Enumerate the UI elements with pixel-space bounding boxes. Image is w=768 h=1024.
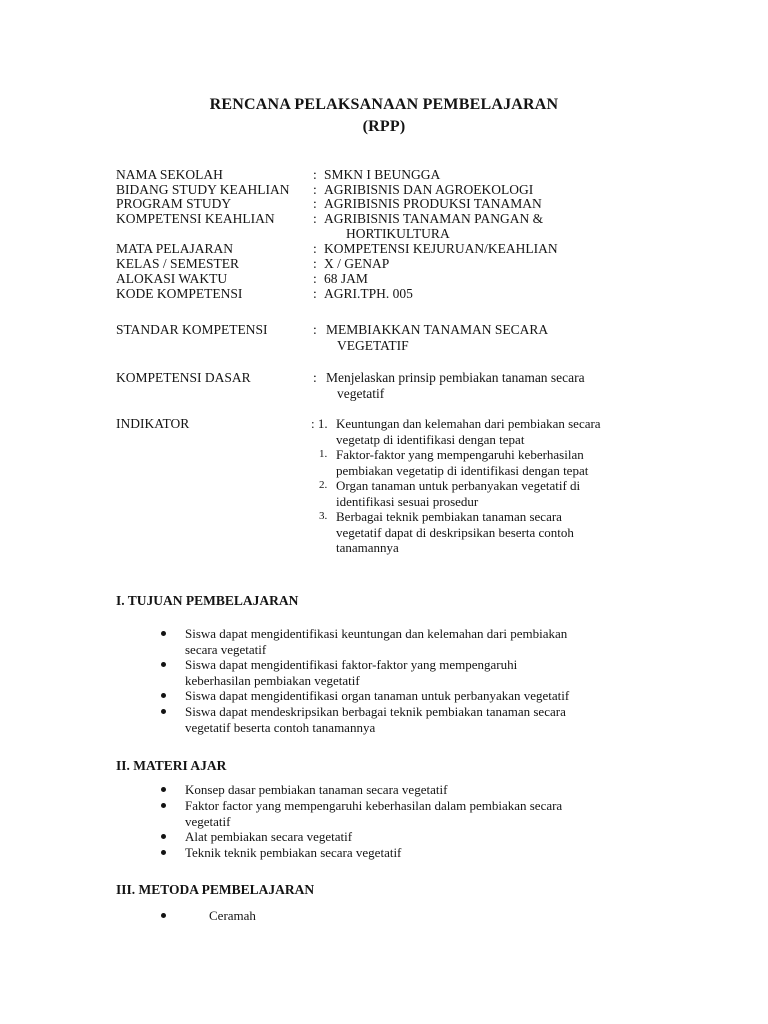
- colon: :: [313, 256, 317, 271]
- indikator-line: Berbagai teknik pembiakan tanaman secara: [336, 509, 562, 524]
- indikator-line: Organ tanaman untuk perbanyakan vegetatif di: [336, 478, 581, 493]
- identity-value: X / GENAP: [324, 256, 390, 271]
- identity-label: KOMPETENSI KEAHLIAN: [116, 211, 275, 226]
- indikator-line: pembiakan vegetatip di identifikasi dengan tepat: [336, 462, 589, 478]
- indikator-line: Faktor-faktor yang mempengaruhi keberhasilan: [336, 447, 584, 462]
- kompetensi-dasar-label: KOMPETENSI DASAR: [116, 370, 251, 385]
- document-subtitle: (RPP): [362, 118, 406, 135]
- colon: :: [313, 182, 317, 197]
- indikator-line: identifikasi sesuai prosedur: [336, 493, 479, 509]
- identity-label: BIDANG STUDY KEAHLIAN: [116, 182, 290, 197]
- document-title: RENCANA PELAKSANAAN PEMBELAJARAN: [209, 96, 559, 113]
- section-heading-materi: II. MATERI AJAR: [116, 758, 227, 773]
- standar-value: MEMBIAKKAN TANAMAN SECARA: [326, 322, 549, 337]
- identity-value: SMKN I BEUNGGA: [324, 167, 441, 182]
- indikator-text: [336, 447, 588, 478]
- colon: :: [313, 286, 317, 301]
- list-item-line: Ceramah: [209, 908, 256, 923]
- colon: :: [313, 271, 317, 286]
- standar-label: STANDAR KOMPETENSI: [116, 322, 268, 337]
- identity-value: 68 JAM: [324, 271, 368, 286]
- list-item-line: Alat pembiakan secara vegetatif: [185, 829, 353, 844]
- list-item-text: [185, 704, 566, 735]
- bullet-icon: [161, 913, 166, 918]
- identity-label: PROGRAM STUDY: [116, 196, 232, 211]
- identity-label: NAMA SEKOLAH: [116, 167, 223, 182]
- indikator-label: INDIKATOR: [116, 416, 190, 431]
- identity-value: KOMPETENSI KEJURUAN/KEAHLIAN: [324, 241, 558, 256]
- identity-label: ALOKASI WAKTU: [116, 271, 228, 286]
- list-item-line: Siswa dapat mengidentifikasi faktor-faktor yang mempengaruhi: [185, 657, 518, 672]
- list-item-line: Siswa dapat mengidentifikasi keuntungan dan kelemahan dari pembiakan: [185, 626, 568, 641]
- list-item-line: vegetatif: [185, 813, 231, 829]
- identity-label: KELAS / SEMESTER: [116, 256, 240, 271]
- list-item-text: [185, 845, 401, 861]
- bullet-icon: [161, 631, 166, 636]
- list-item-line: Siswa dapat mengidentifikasi organ tanaman untuk perbanyakan vegetatif: [185, 688, 570, 703]
- kompetensi-dasar-value: Menjelaskan prinsip pembiakan tanaman secara: [326, 370, 585, 385]
- identity-value: AGRIBISNIS PRODUKSI TANAMAN: [324, 196, 542, 211]
- section-heading-tujuan: I. TUJUAN PEMBELAJARAN: [116, 593, 299, 608]
- colon: :: [313, 241, 317, 256]
- kompetensi-dasar-value-continued: vegetatif: [337, 386, 385, 401]
- list-item-text: [185, 782, 447, 798]
- standar-value-continued: VEGETATIF: [337, 338, 409, 353]
- colon: :: [313, 322, 317, 337]
- bullet-icon: [161, 834, 166, 839]
- indikator-number: 3.: [319, 510, 328, 522]
- list-item-line: secara vegetatif: [185, 641, 267, 657]
- colon: :: [313, 196, 317, 211]
- colon: :: [313, 167, 317, 182]
- list-item-line: vegetatif beserta contoh tanamannya: [185, 719, 376, 735]
- indikator-line: vegetatif dapat di deskripsikan beserta contoh: [336, 524, 574, 540]
- colon: :: [313, 211, 317, 226]
- indikator-number: : 1.: [311, 416, 328, 431]
- indikator-line: tanamannya: [336, 540, 399, 555]
- bullet-icon: [161, 803, 166, 808]
- list-item-line: keberhasilan pembiakan vegetatif: [185, 672, 360, 688]
- bullet-icon: [161, 709, 166, 714]
- list-item-text: [185, 829, 352, 845]
- indikator-text: [336, 416, 601, 447]
- identity-label: KODE KOMPETENSI: [116, 286, 243, 301]
- list-item-line: Faktor factor yang mempengaruhi keberhasilan dalam pembiakan secara: [185, 798, 563, 813]
- bullet-icon: [161, 850, 166, 855]
- section-heading-metoda: III. METODA PEMBELAJARAN: [116, 882, 315, 897]
- list-item-line: Konsep dasar pembiakan tanaman secara vegetatif: [185, 782, 448, 797]
- indikator-text: [336, 478, 580, 509]
- indikator-number: 1.: [319, 448, 328, 460]
- bullet-icon: [161, 662, 166, 667]
- identity-value: AGRIBISNIS DAN AGROEKOLOGI: [324, 182, 534, 197]
- list-item-text: [185, 798, 562, 829]
- bullet-icon: [161, 787, 166, 792]
- identity-label: MATA PELAJARAN: [116, 241, 234, 256]
- list-item-line: Teknik teknik pembiakan secara vegetatif: [185, 845, 402, 860]
- indikator-line: vegetatp di identifikasi dengan tepat: [336, 431, 525, 447]
- list-item-text: [185, 688, 569, 704]
- identity-value: AGRIBISNIS TANAMAN PANGAN &: [324, 211, 544, 226]
- list-item-text: [185, 626, 567, 657]
- indikator-text: [336, 509, 574, 556]
- list-item-text: [185, 657, 517, 688]
- bullet-icon: [161, 693, 166, 698]
- identity-value-continued: HORTIKULTURA: [346, 226, 450, 241]
- list-item-line: Siswa dapat mendeskripsikan berbagai teknik pembiakan tanaman secara: [185, 704, 566, 719]
- list-item-text: [209, 908, 256, 924]
- indikator-line: Keuntungan dan kelemahan dari pembiakan secara: [336, 416, 601, 431]
- colon: :: [313, 370, 317, 385]
- indikator-number: 2.: [319, 479, 328, 491]
- identity-value: AGRI.TPH. 005: [324, 286, 413, 301]
